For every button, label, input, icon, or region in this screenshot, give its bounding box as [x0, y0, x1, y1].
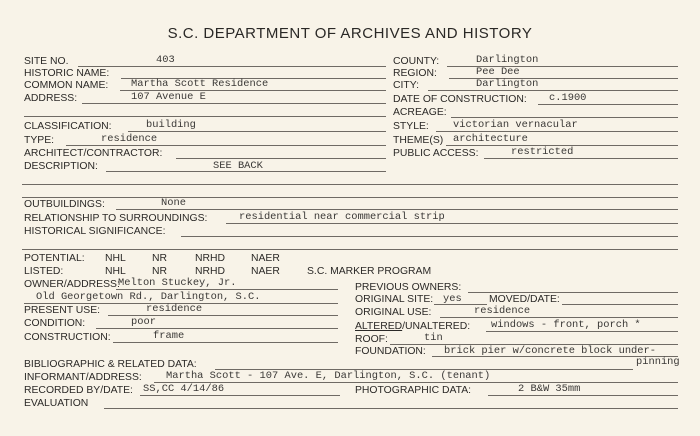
- potential-nhl: NHL: [105, 253, 126, 264]
- informant-value: Martha Scott - 107 Ave. E, Darlington, S.C. (tenant): [166, 370, 491, 382]
- address-label: ADDRESS:: [24, 93, 78, 104]
- original-use-line: [440, 317, 678, 318]
- altered-unaltered-label: [355, 322, 470, 332]
- classification-line: [128, 131, 386, 132]
- condition-value: poor: [131, 316, 156, 328]
- photographic-data-label: PHOTOGRAPHIC DATA:: [355, 385, 472, 396]
- site-no-label: SITE NO.: [24, 56, 69, 67]
- common-name-label: COMMON NAME:: [24, 80, 109, 91]
- informant-line: [154, 382, 678, 383]
- unaltered-label: /UNALTERED:: [402, 321, 471, 332]
- style-line: [436, 131, 678, 132]
- city-line: [428, 90, 678, 91]
- owner-value-2: Old Georgetown Rd., Darlington, S.C.: [36, 291, 261, 303]
- listed-naer: NAER: [251, 266, 280, 277]
- condition-line: [96, 328, 338, 329]
- style-value: victorian vernacular: [453, 119, 578, 131]
- potential-naer: NAER: [251, 253, 280, 264]
- foundation-label: FOUNDATION:: [355, 346, 426, 357]
- site-no-line: [78, 66, 386, 67]
- address-value: 107 Avenue E: [131, 91, 206, 103]
- present-use-value: residence: [146, 303, 203, 315]
- type-value: residence: [101, 133, 158, 145]
- historical-significance-line: [181, 236, 678, 237]
- original-site-value: yes: [443, 293, 462, 305]
- public-access-line: [484, 158, 678, 159]
- classification-value: building: [146, 119, 196, 131]
- previous-owners-label: PREVIOUS OWNERS:: [355, 282, 462, 293]
- construction-value: frame: [153, 330, 185, 342]
- form-title: S.C. DEPARTMENT OF ARCHIVES AND HISTORY: [167, 25, 533, 42]
- relationship-value: residential near commercial strip: [239, 211, 445, 223]
- region-value: Pee Dee: [476, 66, 520, 78]
- description-line-2: [22, 184, 678, 185]
- listed-nr: NR: [152, 266, 168, 277]
- photographic-data-value: 2 B&W 35mm: [518, 383, 581, 395]
- outbuildings-line: [116, 209, 678, 210]
- marker-program-label: S.C. MARKER PROGRAM: [307, 266, 432, 277]
- original-use-label: ORIGINAL USE:: [355, 307, 432, 318]
- recorded-by-line: [140, 395, 340, 396]
- type-line: [66, 145, 386, 146]
- recorded-by-label: RECORDED BY/DATE:: [24, 385, 133, 396]
- photographic-data-line: [488, 395, 678, 396]
- informant-label: INFORMANT/ADDRESS:: [24, 372, 142, 383]
- outbuildings-value: None: [161, 197, 186, 209]
- classification-label: CLASSIFICATION:: [24, 121, 112, 132]
- description-line-3: [22, 197, 678, 198]
- original-use-value: residence: [474, 305, 531, 317]
- date-of-construction-line: [538, 104, 678, 105]
- owner-address-label: OWNER/ADDRESS:: [24, 279, 120, 290]
- recorded-by-value: SS,CC 4/14/86: [143, 383, 225, 395]
- potential-nr: NR: [152, 253, 168, 264]
- relationship-label: RELATIONSHIP TO SURROUNDINGS:: [24, 213, 208, 224]
- roof-value: tin: [424, 332, 443, 344]
- city-label: CITY:: [393, 80, 419, 91]
- evaluation-label: EVALUATION: [24, 398, 89, 409]
- county-label: COUNTY:: [393, 56, 440, 67]
- bibliographic-label: BIBLIOGRAPHIC & RELATED DATA:: [24, 359, 197, 370]
- present-use-label: PRESENT USE:: [24, 305, 101, 316]
- significance-line-2: [22, 249, 678, 250]
- description-value: SEE BACK: [213, 160, 263, 172]
- altered-value: windows - front, porch *: [491, 319, 641, 331]
- site-no-value: 403: [156, 54, 175, 66]
- type-label: TYPE:: [24, 135, 55, 146]
- evaluation-line: [104, 408, 678, 409]
- region-label: REGION:: [393, 68, 437, 79]
- altered-line: [486, 331, 678, 332]
- date-of-construction-value: c.1900: [549, 92, 587, 104]
- historic-name-label: HISTORIC NAME:: [24, 68, 110, 79]
- themes-value: architecture: [453, 133, 528, 145]
- roof-label: ROOF:: [355, 334, 388, 345]
- county-value: Darlington: [476, 54, 539, 66]
- condition-label: CONDITION:: [24, 318, 86, 329]
- potential-label: POTENTIAL:: [24, 253, 85, 264]
- construction-label: CONSTRUCTION:: [24, 332, 111, 343]
- foundation-value-cont: pinning: [636, 356, 680, 368]
- altered-label: ALTERED: [355, 321, 403, 332]
- owner-value-1: Melton Stuckey, Jr.: [118, 277, 237, 289]
- architect-label: ARCHITECT/CONTRACTOR:: [24, 148, 163, 159]
- construction-line: [113, 342, 338, 343]
- foundation-value: brick pier w/concrete block under-: [444, 345, 657, 357]
- listed-nhl: NHL: [105, 266, 126, 277]
- previous-owners-line: [468, 292, 678, 293]
- description-label: DESCRIPTION:: [24, 161, 98, 172]
- listed-nrhd: NRHD: [195, 266, 226, 277]
- common-name-value: Martha Scott Residence: [131, 78, 269, 90]
- moved-date-label: MOVED/DATE:: [489, 294, 560, 305]
- public-access-value: restricted: [511, 146, 574, 158]
- acreage-label: ACREAGE:: [393, 107, 447, 118]
- listed-label: LISTED:: [24, 266, 64, 277]
- owner-line-1: [116, 289, 338, 290]
- historical-significance-label: HISTORICAL SIGNIFICANCE:: [24, 226, 166, 237]
- relationship-line: [226, 223, 678, 224]
- original-site-label: ORIGINAL SITE:: [355, 294, 434, 305]
- date-of-construction-label: DATE OF CONSTRUCTION:: [393, 94, 527, 105]
- acreage-line: [451, 117, 678, 118]
- city-value: Darlington: [476, 78, 539, 90]
- style-label: STYLE:: [393, 121, 429, 132]
- outbuildings-label: OUTBUILDINGS:: [24, 199, 105, 210]
- public-access-label: PUBLIC ACCESS:: [393, 148, 479, 159]
- potential-nrhd: NRHD: [195, 253, 226, 264]
- address-line: [82, 103, 386, 104]
- themes-label: THEME(S): [393, 135, 444, 146]
- blank-line: [24, 116, 386, 117]
- architect-line: [176, 158, 386, 159]
